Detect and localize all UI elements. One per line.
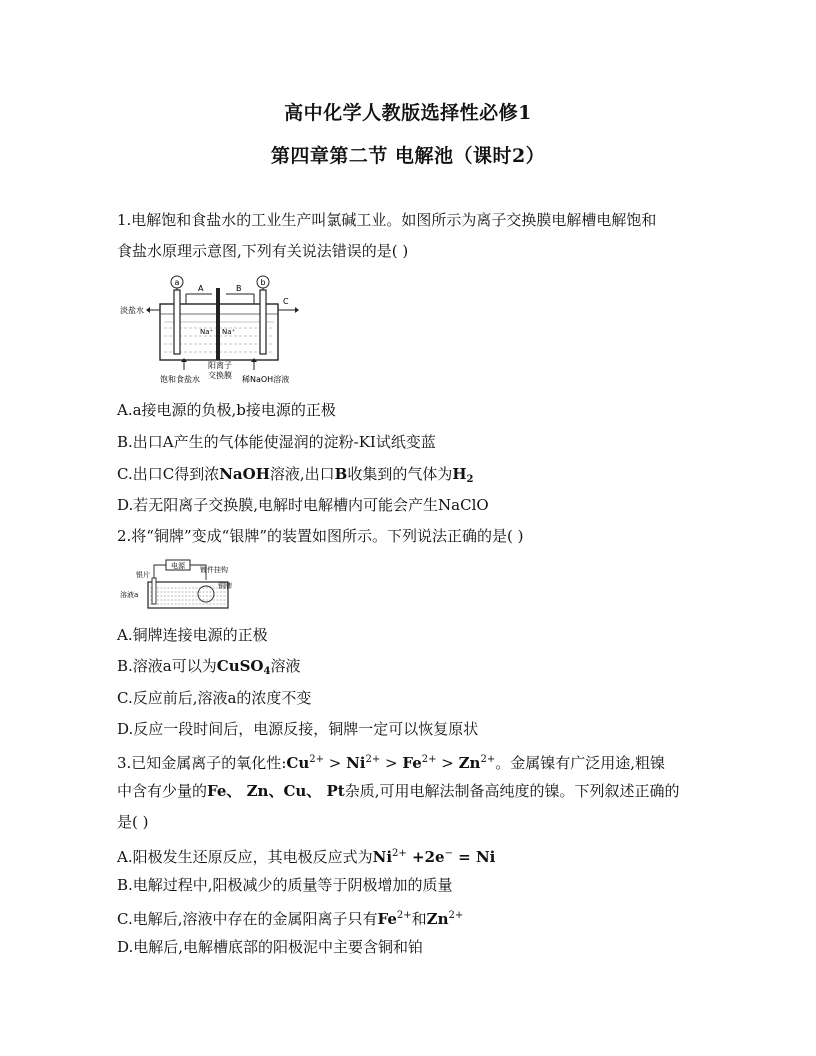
- q1-option-c-mid: 溶液,出口: [269, 465, 335, 483]
- q3-gt-3: >: [436, 754, 459, 772]
- label-outlet-c: C: [283, 297, 289, 306]
- q2-stem: 2.将“铜牌”变成“银牌”的装置如图所示。下列说法正确的是( ): [117, 527, 524, 545]
- document-subtitle: 第四章第二节 电解池（课时2）: [270, 145, 546, 167]
- q2-option-b-pre: B.溶液a可以为: [117, 657, 217, 675]
- q3-option-a: [117, 844, 495, 867]
- right-electrode: [260, 290, 266, 354]
- q1-stem-line1: 1.电解饱和食盐水的工业生产叫氯碱工业。如图所示为离子交换膜电解槽电解饱和: [117, 211, 657, 229]
- label-copper: 铜牌: [218, 582, 232, 590]
- q2-option-a: A.铜牌连接电源的正极: [117, 626, 268, 644]
- q3-stem-line3: 是( ): [117, 813, 149, 831]
- label-membrane-2: 交换膜: [208, 371, 232, 380]
- q2-option-b-sub: 4: [263, 666, 271, 677]
- left-electrode: [174, 290, 180, 354]
- solution-lines: [150, 588, 226, 604]
- q1-option-c-h: H: [452, 465, 467, 483]
- q3-stem-post: 。金属镍有广泛用途,粗镍: [495, 754, 665, 772]
- q3-ion-fe: Fe: [402, 754, 422, 772]
- label-hook: 镀件挂钩: [200, 566, 228, 574]
- q2-option-b-formula: CuSO: [216, 657, 264, 675]
- q3-option-a-minus: −: [444, 848, 453, 859]
- q3-option-c-zn: Zn: [426, 910, 449, 928]
- q3-option-c-fe: Fe: [377, 910, 397, 928]
- q1-option-c-h-sub: 2: [466, 474, 474, 485]
- q3-charge-fe: 2+: [421, 754, 437, 765]
- label-a: a: [174, 278, 180, 287]
- q1-electrolysis-diagram: [120, 274, 300, 386]
- label-membrane-1: 阳离子: [208, 361, 232, 370]
- q3-option-c: [117, 906, 463, 929]
- label-silver: 银片: [136, 571, 150, 579]
- q3-option-d: D.电解后,电解槽底部的阳极泥中主要含铜和铂: [117, 938, 424, 956]
- copper-plate: [198, 586, 214, 602]
- label-solution: 溶液a: [120, 591, 139, 599]
- label-outlet-a: A: [198, 284, 204, 293]
- q3-line2-post: 杂质,可用电解法制备高纯度的镍。下列叙述正确的: [344, 782, 680, 800]
- q2-option-d: D.反应一段时间后，电源反接，铜牌一定可以恢复原状: [117, 720, 479, 738]
- silver-plate: [152, 578, 156, 604]
- q3-charge-cu: 2+: [309, 754, 324, 765]
- q3-metals: Fe、 Zn、Cu、 Pt: [207, 782, 345, 800]
- q2-option-b: [117, 656, 300, 682]
- q3-ion-zn: Zn: [458, 754, 481, 772]
- q3-option-a-eq-end: = Ni: [452, 848, 496, 866]
- q3-gt-2: >: [380, 754, 403, 772]
- label-outlet-b: B: [236, 284, 242, 293]
- q3-gt-1: >: [323, 754, 347, 772]
- q3-option-c-and: 和: [411, 910, 427, 928]
- q3-option-c-pre: C.电解后,溶液中存在的金属阳离子只有: [117, 910, 378, 928]
- q1-option-a: A.a接电源的负极,b接电源的正极: [117, 401, 336, 419]
- membrane: [216, 288, 220, 360]
- label-dilute-brine: 淡盐水: [120, 306, 144, 315]
- q3-option-c-charge-zn: 2+: [448, 910, 464, 921]
- label-b: b: [260, 278, 266, 287]
- q3-stem-line1: [117, 750, 665, 773]
- q2-option-b-post: 溶液: [270, 657, 301, 675]
- q3-ion-cu: Cu: [286, 754, 310, 772]
- label-saturated-brine: 饱和食盐水: [160, 375, 200, 384]
- q3-option-a-eq-mid: +2e: [406, 848, 445, 866]
- q1-option-d: D.若无阳离子交换膜,电解时电解槽内可能会产生NaClO: [117, 496, 489, 514]
- label-naoh-solution: 稀NaOH溶液: [242, 375, 290, 384]
- label-na-right: Na⁺: [222, 328, 236, 336]
- q3-ion-ni: Ni: [346, 754, 366, 772]
- q1-option-c-pre: C.出口C得到浓: [117, 465, 220, 483]
- q1-option-c-b: B: [334, 465, 348, 483]
- q1-option-b: B.出口A产生的气体能使湿润的淀粉-KI试纸变蓝: [117, 433, 436, 451]
- q3-charge-zn: 2+: [480, 754, 496, 765]
- q1-stem-line2: 食盐水原理示意图,下列有关说法错误的是( ): [117, 242, 409, 260]
- q3-option-a-charge: 2+: [392, 848, 407, 859]
- q3-option-a-ni: Ni: [372, 848, 393, 866]
- q2-plating-diagram: [120, 558, 240, 610]
- q3-option-a-pre: A.阳极发生还原反应，其电极反应式为: [117, 848, 373, 866]
- tank: [148, 582, 228, 608]
- q3-stem-pre: 3.已知金属离子的氧化性:: [117, 754, 287, 772]
- q2-option-c: C.反应前后,溶液a的浓度不变: [117, 689, 312, 707]
- q3-option-c-charge-fe: 2+: [396, 910, 412, 921]
- q1-option-c-post: 收集到的气体为: [347, 465, 453, 483]
- q3-line2-pre: 中含有少量的: [117, 782, 208, 800]
- q1-option-c: [117, 464, 474, 490]
- q3-stem-line2: [117, 781, 680, 801]
- document-title: 高中化学人教版选择性必修1: [284, 102, 532, 124]
- q3-option-b: B.电解过程中,阳极减少的质量等于阴极增加的质量: [117, 876, 453, 894]
- q1-option-c-naoh: NaOH: [219, 465, 270, 483]
- label-na-left: Na⁺: [200, 328, 214, 336]
- q3-charge-ni: 2+: [365, 754, 381, 765]
- label-power: 电源: [171, 562, 185, 570]
